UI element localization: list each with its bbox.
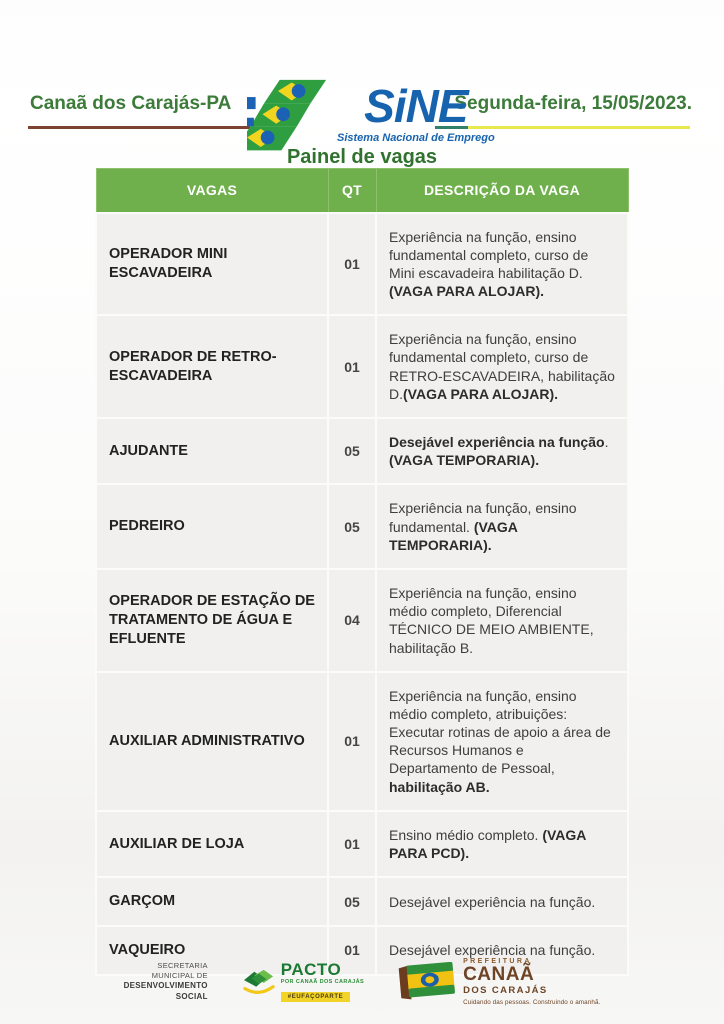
description-segment: (VAGA PARA ALOJAR). xyxy=(389,283,545,300)
handshake-icon xyxy=(242,967,276,997)
sine-subtitle: Sistema Nacional de Emprego xyxy=(337,132,495,144)
pacto-subtitle: POR CANAÃ DOS CARAJÁS xyxy=(280,979,365,985)
column-header-qt: QT xyxy=(328,169,376,213)
vacancy-qty-cell: 01 xyxy=(328,811,376,877)
description-segment: (VAGA TEMPORARIA). xyxy=(389,518,518,553)
header-rule-right xyxy=(468,126,690,129)
city-label: Canaã dos Carajás-PA xyxy=(30,93,232,114)
description-segment: (VAGA PARA PCD). xyxy=(389,826,586,861)
description-segment: Desejável experiência na função. xyxy=(389,942,596,959)
secretaria-line: MUNICIPAL DE xyxy=(151,971,208,981)
vacancy-description-cell xyxy=(376,811,628,877)
vacancies-table-body xyxy=(96,213,628,975)
footer xyxy=(0,958,724,1006)
sine-flag-icon xyxy=(247,78,333,154)
table-row xyxy=(96,484,628,569)
prefeitura-city-name: CANAÃ xyxy=(463,964,535,985)
vacancy-qty-cell: 04 xyxy=(328,569,376,672)
description-segment: (VAGA PARA ALOJAR). xyxy=(403,385,559,402)
description-segment: Desejável experiência na função xyxy=(389,434,605,450)
vacancy-name-cell: OPERADOR MINI ESCAVADEIRA xyxy=(96,213,328,316)
table-row xyxy=(96,418,628,484)
prefeitura-tagline: Cuidando das pessoas. Construindo o amanhã. xyxy=(463,999,601,1006)
vacancy-description-cell xyxy=(376,213,628,316)
vacancy-name-cell: VAQUEIRO xyxy=(96,926,328,975)
vacancy-qty-cell: 05 xyxy=(328,877,376,926)
description-segment: Experiência na função, ensino médio completo, atribuições: Executar rotinas de apoio a área de Recursos Humanos e Departamento de Pessoal, xyxy=(389,687,611,777)
table-header-row xyxy=(96,169,628,213)
secretaria-line: SOCIAL xyxy=(175,992,208,1002)
sine-wordmark: SiNE xyxy=(364,80,468,132)
vacancy-description-cell xyxy=(376,877,628,926)
pacto-logo xyxy=(242,961,364,1003)
vacancy-description-cell xyxy=(376,484,628,569)
vacancy-name-cell: PEDREIRO xyxy=(96,484,328,569)
secretaria-line: DESENVOLVIMENTO xyxy=(123,981,208,991)
vacancy-description-cell xyxy=(376,672,628,811)
description-segment: Ensino médio completo. xyxy=(389,826,543,843)
column-header-descricao: DESCRIÇÃO DA VAGA xyxy=(376,169,628,213)
description-segment: Experiência na função, ensino fundamental completo, curso de Mini escavadeira habilitação D. xyxy=(389,228,589,281)
description-segment: . xyxy=(604,434,609,450)
vacancies-table xyxy=(95,168,629,979)
pacto-hashtag-badge: #EUFAÇOPARTE xyxy=(281,992,350,1002)
table-row xyxy=(96,213,628,316)
prefeitura-logo xyxy=(398,958,600,1006)
table-row xyxy=(96,315,628,418)
date-label: Segunda-feira, 15/05/2023. xyxy=(454,93,692,114)
header-rule-left xyxy=(28,126,250,129)
table-row xyxy=(96,672,628,811)
description-segment: Desejável experiência na função. xyxy=(389,893,596,910)
description-segment: Experiência na função, ensino médio completo, Diferencial TÉCNICO DE MEIO AMBIENTE, habilitação B. xyxy=(389,584,594,656)
vacancy-qty-cell: 01 xyxy=(328,926,376,975)
description-segment: Experiência na função, ensino fundamental. xyxy=(389,500,577,535)
vacancy-qty-cell: 05 xyxy=(328,418,376,484)
vacancy-qty-cell: 01 xyxy=(328,315,376,418)
table-row xyxy=(96,811,628,877)
description-segment: Experiência na função, ensino fundamental completo, curso de RETRO-ESCAVADEIRA, habilitação D. xyxy=(389,331,615,402)
table-row xyxy=(96,569,628,672)
vacancy-qty-cell: 01 xyxy=(328,672,376,811)
vacancy-name-cell: AUXILIAR DE LOJA xyxy=(96,811,328,877)
secretaria-logo-text xyxy=(124,961,208,1003)
vacancy-name-cell: AUXILIAR ADMINISTRATIVO xyxy=(96,672,328,811)
pacto-title: PACTO xyxy=(280,960,342,979)
secretaria-line: SECRETARIA xyxy=(157,961,208,971)
vacancy-name-cell: AJUDANTE xyxy=(96,418,328,484)
table-row xyxy=(96,877,628,926)
sine-logo xyxy=(247,78,495,154)
vacancy-description-cell xyxy=(376,569,628,672)
vacancy-name-cell: GARÇOM xyxy=(96,877,328,926)
vacancy-name-cell: OPERADOR DE ESTAÇÃO DE TRATAMENTO DE ÁGUA E EFLUENTE xyxy=(96,569,328,672)
canaa-flag-icon xyxy=(398,962,456,1002)
column-header-vagas: VAGAS xyxy=(96,169,328,213)
vacancy-name-cell: OPERADOR DE RETRO-ESCAVADEIRA xyxy=(96,315,328,418)
description-segment: habilitação AB. xyxy=(389,778,490,795)
prefeitura-city-suffix: DOS CARAJÁS xyxy=(463,985,548,996)
vacancy-qty-cell: 05 xyxy=(328,484,376,569)
page-title: Painel de vagas xyxy=(286,146,438,168)
vacancy-description-cell xyxy=(376,315,628,418)
description-segment: (VAGA TEMPORARIA). xyxy=(389,452,540,469)
vacancy-description-cell xyxy=(376,418,628,484)
vacancy-qty-cell: 01 xyxy=(328,213,376,316)
prefeitura-label: PREFEITURA xyxy=(463,958,532,965)
